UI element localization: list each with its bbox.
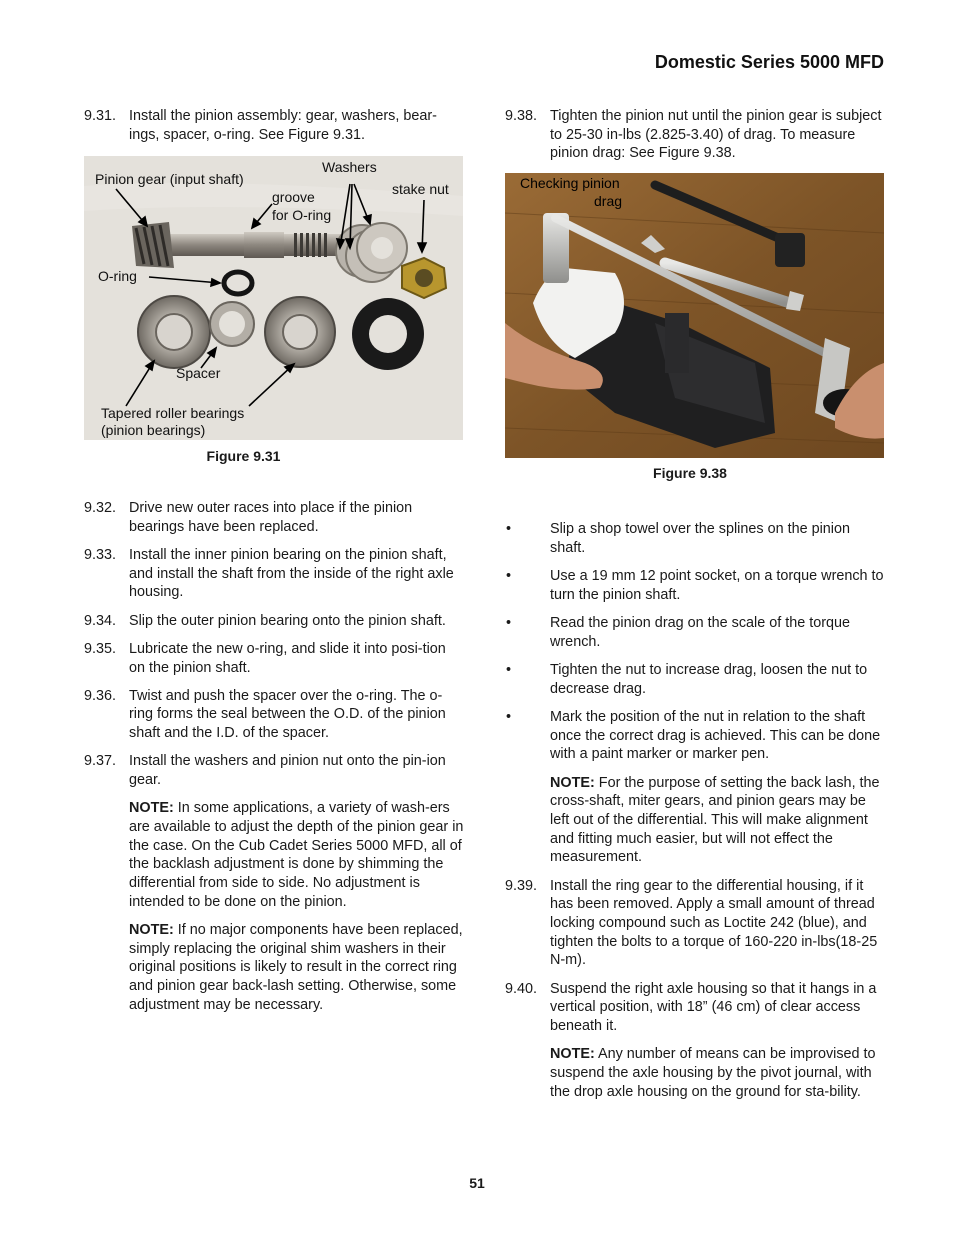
step-text: Lubricate the new o-ring, and slide it into posi-tion on the pinion shaft. xyxy=(129,640,446,676)
note-label: NOTE: xyxy=(550,774,595,791)
step-number: 9.35. xyxy=(84,640,117,657)
bullet-item xyxy=(505,520,885,557)
step-text: Install the inner pinion bearing on the pinion shaft, and install the shaft from the inside of the right axle housing. xyxy=(129,547,454,601)
left-column xyxy=(84,107,464,1024)
label-groove-oring: for O-ring xyxy=(272,207,332,224)
step-text: Drive new outer races into place if the pinion bearings have been replaced. xyxy=(129,500,413,535)
step-9-38 xyxy=(505,107,885,163)
seal xyxy=(352,298,424,370)
label-checking-pinion: Checking pinion xyxy=(520,174,620,191)
step-text: Suspend the right axle housing so that it hangs in a vertical position, with 18” (46 cm) of clear access beneath it. xyxy=(550,980,877,1034)
bullet-item xyxy=(505,661,885,698)
page-number: 51 xyxy=(469,1175,485,1191)
step-9-39 xyxy=(505,877,885,971)
label-drag: drag xyxy=(594,192,623,209)
step-number: 9.40. xyxy=(505,980,538,997)
bullet-symbol: • xyxy=(506,662,512,679)
step-9-37 xyxy=(84,752,464,789)
bullet-text: Tighten the nut to increase drag, loosen the nut to decrease drag. xyxy=(550,662,868,697)
bullet-symbol: • xyxy=(506,615,512,632)
figure-9-31 xyxy=(84,156,463,440)
label-stake-nut: stake nut xyxy=(392,181,449,198)
figure-9-31-caption: Figure 9.31 xyxy=(206,448,281,465)
bullet-text: Mark the position of the nut in relation to the shaft once the correct drag is achieved. This can be done with a paint marker or marker pen. xyxy=(550,708,881,763)
label-tapered-bearings: Tapered roller bearings xyxy=(101,405,245,422)
figure-9-38 xyxy=(505,173,884,458)
bullet-item xyxy=(505,614,885,651)
figure-9-38-caption: Figure 9.38 xyxy=(653,464,727,481)
right-bearing xyxy=(265,297,335,367)
step-number: 9.31. xyxy=(84,108,117,124)
bullet-symbol: • xyxy=(506,568,512,585)
page-header-title: Domestic Series 5000 MFD xyxy=(654,52,884,72)
step-number: 9.36. xyxy=(84,687,117,704)
bullet-item xyxy=(505,708,885,764)
step-9-33 xyxy=(84,546,464,602)
label-washers: Washers xyxy=(322,159,377,176)
step-number: 9.32. xyxy=(84,500,117,517)
spacer xyxy=(210,302,254,346)
step-text: Tighten the pinion nut until the pinion gear is subject to 25-30 in-lbs (2.825-3.40) of drag. To measure pinion drag: See Figure 9.38. xyxy=(550,108,882,162)
bullet-text: Read the pinion drag on the scale of the torque wrench. xyxy=(550,615,851,650)
step-9-34 xyxy=(84,612,464,631)
note-suspend-housing xyxy=(505,1045,885,1101)
note-label: NOTE: xyxy=(550,1046,595,1063)
right-column xyxy=(505,107,885,1111)
step-text: Twist and push the spacer over the o-ring. The o-ring forms the seal between the O.D. of the pinion shaft and the I.D. of the spacer. xyxy=(129,687,446,742)
bullet-text: Use a 19 mm 12 point socket, on a torque wrench to turn the pinion shaft. xyxy=(550,568,884,603)
step-text: Install the pinion assembly: gear, washers, bear-ings, spacer, o-ring. See Figure 9.31. xyxy=(129,108,437,143)
note-text: If no major components have been replaced, simply replacing the original shim washers in their original positions is likely to result in the correct ring and pinion gear back-lash setting. Otherwise, some adjustment may be necessary. xyxy=(129,921,463,1013)
step-text: Install the washers and pinion nut onto the pin-ion gear. xyxy=(129,753,446,789)
step-9-35 xyxy=(84,640,464,677)
step-number: 9.34. xyxy=(84,612,117,629)
bullet-text: Slip a shop towel over the splines on the pinion shaft. xyxy=(550,521,850,557)
step-number: 9.37. xyxy=(84,753,117,770)
note-label: NOTE: xyxy=(129,800,174,817)
step-text: Slip the outer pinion bearing onto the pinion shaft. xyxy=(129,612,446,629)
note-text: Any number of means can be improvised to suspend the axle housing by the pivot journal, with the drop axle housing on the ground for sta-bility. xyxy=(550,1046,876,1100)
label-pinion-bearings: (pinion bearings) xyxy=(101,422,206,439)
step-text: Install the ring gear to the differential housing, if it has been removed. Apply a small amount of thread locking compound such as Loctite 242 (blue), and tighten the bolts to a torque of 160-220 in-lbs(18-25 N-m). xyxy=(550,877,878,969)
bullet-symbol: • xyxy=(506,521,512,538)
step-9-40 xyxy=(505,980,885,1036)
note-text: In some applications, a variety of wash-ers are available to adjust the depth of the pinion gear in the case. On the Cub Cadet Series 5000 MFD, all of the backlash adjustment is done by shimming the differential from side to side. No adjustment is intended to be done on the pinion. xyxy=(129,800,464,910)
note-label: NOTE: xyxy=(129,921,174,938)
note-backlash xyxy=(505,774,885,868)
label-groove: groove xyxy=(272,189,315,206)
step-number: 9.39. xyxy=(505,877,538,894)
step-9-31 xyxy=(84,107,464,144)
bullet-symbol: • xyxy=(506,708,512,725)
label-pinion-gear: Pinion gear (input shaft) xyxy=(95,171,244,188)
step-number: 9.38. xyxy=(505,108,538,124)
label-spacer: Spacer xyxy=(176,365,221,382)
step-9-36 xyxy=(84,687,464,743)
left-bearing xyxy=(138,296,210,368)
pinion-drag-photo xyxy=(505,173,884,458)
note-shim-washers xyxy=(84,799,464,911)
bullet-item xyxy=(505,567,885,604)
note-text: For the purpose of setting the back lash, the cross-shaft, miter gears, and pinion gears may be left out of the differential. This will make alignment and fitting much easier, but will not effect the measurement. xyxy=(550,774,880,866)
label-oring: O-ring xyxy=(98,268,137,285)
step-9-32 xyxy=(84,499,464,536)
step-number: 9.33. xyxy=(84,547,117,564)
note-original-shims xyxy=(84,921,464,1015)
